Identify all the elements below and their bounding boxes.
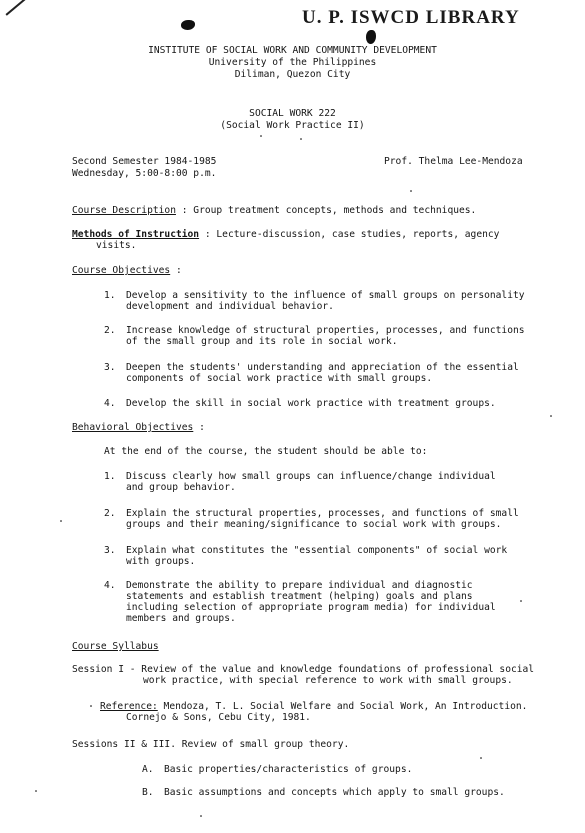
session-1-line2: work practice, with special reference to work with small groups. [143,675,513,686]
university-name: University of the Philippines [208,57,377,68]
professor: Prof. Thelma Lee-Mendoza [384,156,523,167]
syllabus-subitem-a: A. Basic properties/characteristics of groups. [142,764,413,775]
course-objectives-label: Course Objectives [72,265,171,276]
objective-item: 3. Deepen the students' understanding and appreciation of the essential [104,362,519,373]
schedule: Wednesday, 5:00-8:00 p.m. [72,168,217,179]
objective-item-line2: of the small group and its role in social work. [126,336,398,347]
behavioral-item: 2. Explain the structural properties, processes, and functions of small [104,508,519,519]
objective-item: 4. Develop the skill in social work practice with treatment groups. [104,398,496,409]
behavioral-item-line3: including selection of appropriate program media) for individual [126,602,496,613]
ink-blot [181,20,195,30]
behavioral-item: 4. Demonstrate the ability to prepare individual and diagnostic [104,580,473,591]
reference-label: Reference: [100,701,158,712]
behavioral-objectives-heading: Behavioral Objectives : [72,422,205,433]
institute-name: INSTITUTE OF SOCIAL WORK AND COMMUNITY DEVELOPMENT [148,45,437,56]
behavioral-item-line2: statements and establish treatment (helping) goals and plans [126,591,473,602]
university-location: Diliman, Quezon City [234,69,351,80]
behavioral-intro: At the end of the course, the student should be able to: [104,446,428,457]
semester: Second Semester 1984-1985 [72,156,217,167]
ink-blot [366,30,376,44]
course-title: (Social Work Practice II) [220,120,365,131]
methods-of-instruction: Methods of Instruction : Lecture-discussion, case studies, reports, agency [72,229,500,240]
pen-mark [6,0,30,15]
objective-item-line2: development and individual behavior. [126,301,334,312]
sessions-2-3: Sessions II & III. Review of small group theory. [72,739,350,750]
methods-text-line2: visits. [96,240,137,251]
syllabus-subitem-b: B. Basic assumptions and concepts which apply to small groups. [142,787,505,798]
behavioral-item-line2: and group behavior. [126,482,236,493]
behavioral-item-line2: groups and their meaning/significance to social work with groups. [126,519,502,530]
course-code: SOCIAL WORK 222 [249,108,336,119]
behavioral-item: 3. Explain what constitutes the "essential components" of social work [104,545,508,556]
behavioral-item-line4: members and groups. [126,613,236,624]
behavioral-objectives-label: Behavioral Objectives [72,422,194,433]
course-description: Course Description : Group treatment concepts, methods and techniques. [72,205,477,216]
methods-text-line1: Lecture-discussion, case studies, reports, agency [216,229,500,240]
behavioral-item-line2: with groups. [126,556,196,567]
objective-item-line2: components of social work practice with small groups. [126,373,433,384]
session-1: Session I - Review of the value and knowledge foundations of professional social [72,664,535,675]
reference-line2: Cornejo & Sons, Cebu City, 1981. [126,712,311,723]
reference-text: Mendoza, T. L. Social Welfare and Social Work, An Introduction. [163,701,528,712]
library-stamp: U. P. ISWCD LIBRARY [302,7,520,28]
course-objectives-heading: Course Objectives : [72,265,182,276]
behavioral-item: 1. Discuss clearly how small groups can influence/change individual [104,471,496,482]
methods-label: Methods of Instruction [72,229,200,240]
course-syllabus-label: Course Syllabus [72,641,159,652]
objective-item: 1. Develop a sensitivity to the influence of small groups on personality [104,290,525,301]
course-description-text: Group treatment concepts, methods and techniques. [193,205,477,216]
course-description-label: Course Description [72,205,176,216]
objective-item: 2. Increase knowledge of structural properties, processes, and functions [104,325,525,336]
reference [100,701,527,712]
